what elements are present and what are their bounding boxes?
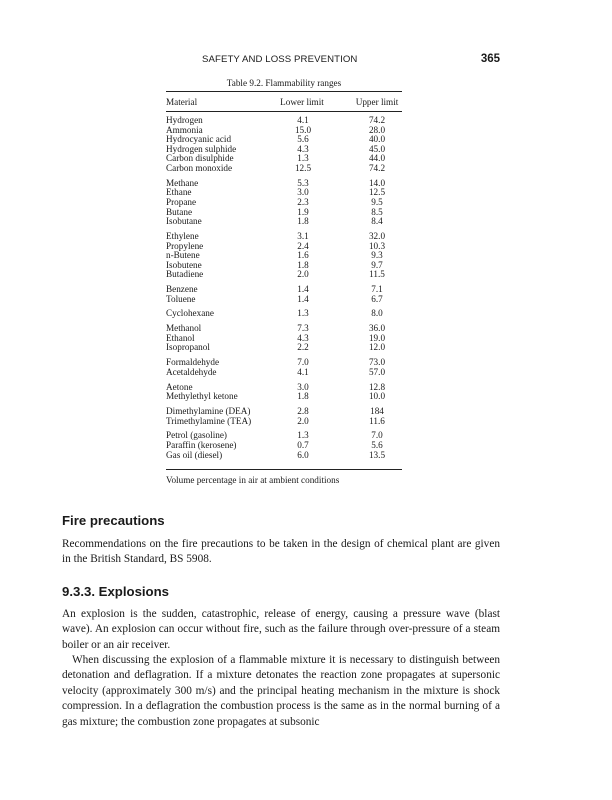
upper-limit-cell: 6.7 bbox=[371, 293, 383, 304]
upper-limit-cell: 12.0 bbox=[368, 342, 386, 353]
material-cell: Hydrogen sulphide bbox=[166, 143, 237, 154]
material-cell: Gas oil (diesel) bbox=[166, 449, 223, 460]
material-cell: Aetone bbox=[166, 381, 193, 392]
upper-limit-cell: 36.0 bbox=[368, 323, 386, 334]
lower-limit-cell: 1.8 bbox=[297, 216, 309, 227]
upper-limit-cell: 12.5 bbox=[368, 187, 386, 198]
table-row-group bbox=[166, 309, 402, 319]
table-row bbox=[166, 309, 402, 319]
table-header-rule bbox=[166, 111, 402, 112]
table-row-group bbox=[166, 179, 402, 227]
upper-limit-cell: 73.0 bbox=[368, 357, 386, 368]
lower-limit-cell: 1.4 bbox=[297, 284, 309, 295]
lower-limit-cell: 2.0 bbox=[297, 415, 309, 426]
material-cell: Methane bbox=[166, 177, 199, 188]
table-row bbox=[166, 285, 402, 295]
material-cell: Propane bbox=[166, 196, 197, 207]
lower-limit-cell: 7.0 bbox=[297, 357, 309, 368]
table-row-group bbox=[166, 431, 402, 460]
material-cell: Trimethylamine (TEA) bbox=[166, 415, 252, 426]
material-cell: Dimethylamine (DEA) bbox=[166, 405, 251, 416]
upper-limit-cell: 10.3 bbox=[368, 240, 386, 251]
material-cell: Propylene bbox=[166, 240, 204, 251]
material-cell: Carbon monoxide bbox=[166, 162, 233, 173]
column-header-lower-limit: Lower limit bbox=[280, 97, 324, 107]
lower-limit-cell: 12.5 bbox=[294, 162, 312, 173]
lower-limit-cell: 15.0 bbox=[294, 124, 312, 135]
column-header-upper-limit: Upper limit bbox=[355, 97, 399, 107]
upper-limit-cell: 8.0 bbox=[371, 308, 383, 319]
upper-limit-cell: 19.0 bbox=[368, 332, 386, 343]
page-number: 365 bbox=[480, 53, 500, 65]
lower-limit-cell: 1.8 bbox=[297, 391, 309, 402]
table-row-group bbox=[166, 324, 402, 353]
material-cell: Butane bbox=[166, 206, 193, 217]
table-row-group bbox=[166, 116, 402, 174]
upper-limit-cell: 9.3 bbox=[371, 250, 383, 261]
table-row bbox=[166, 417, 402, 427]
lower-limit-cell: 2.2 bbox=[297, 342, 309, 353]
lower-limit-cell: 6.0 bbox=[297, 449, 309, 460]
material-cell: Isobutane bbox=[166, 216, 202, 227]
running-title: SAFETY AND LOSS PREVENTION bbox=[202, 54, 358, 65]
material-cell: Carbon disulphide bbox=[166, 153, 234, 164]
lower-limit-cell: 3.1 bbox=[297, 230, 309, 241]
material-cell: Ethanol bbox=[166, 332, 195, 343]
table-row bbox=[166, 188, 402, 198]
lower-limit-cell: 1.4 bbox=[297, 293, 309, 304]
table-row-group bbox=[166, 407, 402, 426]
lower-limit-cell: 4.1 bbox=[297, 366, 309, 377]
upper-limit-cell: 32.0 bbox=[368, 230, 386, 241]
fire-precautions-heading: Fire precautions bbox=[62, 513, 165, 528]
table-row bbox=[166, 217, 402, 227]
lower-limit-cell: 4.3 bbox=[297, 143, 309, 154]
lower-limit-cell: 2.4 bbox=[297, 240, 309, 251]
lower-limit-cell: 0.7 bbox=[297, 439, 309, 450]
lower-limit-cell: 1.3 bbox=[297, 153, 309, 164]
upper-limit-cell: 74.2 bbox=[368, 162, 386, 173]
upper-limit-cell: 57.0 bbox=[368, 366, 386, 377]
upper-limit-cell: 10.0 bbox=[368, 391, 386, 402]
material-cell: Isobutene bbox=[166, 259, 202, 270]
material-cell: Methylethyl ketone bbox=[166, 391, 238, 402]
lower-limit-cell: 1.8 bbox=[297, 259, 309, 270]
upper-limit-cell: 12.8 bbox=[368, 381, 386, 392]
upper-limit-cell: 7.0 bbox=[371, 430, 383, 441]
table-row-group bbox=[166, 383, 402, 402]
table-row-group bbox=[166, 285, 402, 304]
upper-limit-cell: 9.5 bbox=[371, 196, 383, 207]
upper-limit-cell: 8.5 bbox=[371, 206, 383, 217]
material-cell: Ethane bbox=[166, 187, 192, 198]
table-row bbox=[166, 392, 402, 402]
table-row bbox=[166, 451, 402, 461]
flammability-table-body bbox=[166, 116, 402, 465]
table-top-rule bbox=[166, 91, 402, 92]
table-row bbox=[166, 198, 402, 208]
lower-limit-cell: 4.1 bbox=[297, 115, 309, 125]
lower-limit-cell: 7.3 bbox=[297, 323, 309, 334]
table-row bbox=[166, 324, 402, 334]
lower-limit-cell: 5.6 bbox=[297, 134, 309, 145]
fire-precautions-paragraph: Recommendations on the fire precautions to be taken in the design of chemical plant are given in the British Standard, BS 5908. bbox=[62, 538, 500, 566]
lower-limit-cell: 4.3 bbox=[297, 332, 309, 343]
material-cell: Ethylene bbox=[166, 230, 199, 241]
material-cell: Ammonia bbox=[166, 124, 203, 135]
table-row bbox=[166, 343, 402, 353]
lower-limit-cell: 2.3 bbox=[297, 196, 309, 207]
lower-limit-cell: 1.6 bbox=[297, 250, 309, 261]
table-row-group bbox=[166, 232, 402, 280]
upper-limit-cell: 28.0 bbox=[368, 124, 386, 135]
table-row bbox=[166, 368, 402, 378]
material-cell: Isopropanol bbox=[166, 342, 210, 353]
upper-limit-cell: 13.5 bbox=[368, 449, 386, 460]
upper-limit-cell: 40.0 bbox=[368, 134, 386, 145]
lower-limit-cell: 2.0 bbox=[297, 269, 309, 280]
material-cell: Petrol (gasoline) bbox=[166, 430, 227, 441]
upper-limit-cell: 9.7 bbox=[371, 259, 383, 270]
upper-limit-cell: 11.5 bbox=[369, 269, 385, 280]
material-cell: Cyclohexane bbox=[166, 308, 214, 319]
material-cell: Paraffin (kerosene) bbox=[166, 439, 237, 450]
table-bottom-rule bbox=[166, 469, 402, 470]
material-cell: Hydrocyanic acid bbox=[166, 134, 232, 145]
lower-limit-cell: 1.3 bbox=[297, 308, 309, 319]
upper-limit-cell: 44.0 bbox=[368, 153, 386, 164]
upper-limit-cell: 7.1 bbox=[371, 284, 383, 295]
table-caption: Table 9.2. Flammability ranges bbox=[226, 78, 342, 88]
upper-limit-cell: 11.6 bbox=[369, 415, 385, 426]
table-row-group bbox=[166, 358, 402, 377]
material-cell: Formaldehyde bbox=[166, 357, 220, 368]
material-cell: Methanol bbox=[166, 323, 202, 334]
lower-limit-cell: 3.0 bbox=[297, 187, 309, 198]
lower-limit-cell: 1.3 bbox=[297, 430, 309, 441]
material-cell: Hydrogen bbox=[166, 115, 203, 125]
material-cell: Acetaldehyde bbox=[166, 366, 217, 377]
table-row bbox=[166, 295, 402, 305]
lower-limit-cell: 3.0 bbox=[297, 381, 309, 392]
lower-limit-cell: 2.8 bbox=[297, 405, 309, 416]
upper-limit-cell: 8.4 bbox=[371, 216, 383, 227]
material-cell: Benzene bbox=[166, 284, 198, 295]
upper-limit-cell: 45.0 bbox=[368, 143, 386, 154]
upper-limit-cell: 14.0 bbox=[368, 177, 386, 188]
table-row bbox=[166, 242, 402, 252]
upper-limit-cell: 74.2 bbox=[368, 115, 386, 125]
page-header bbox=[62, 54, 500, 70]
explosions-heading: 9.3.3. Explosions bbox=[62, 584, 170, 599]
material-cell: Butadiene bbox=[166, 269, 204, 280]
material-cell: Toluene bbox=[166, 293, 196, 304]
upper-limit-cell: 5.6 bbox=[371, 439, 383, 450]
table-row bbox=[166, 179, 402, 189]
lower-limit-cell: 1.9 bbox=[297, 206, 309, 217]
lower-limit-cell: 5.3 bbox=[297, 177, 309, 188]
column-header-material: Material bbox=[166, 97, 198, 107]
explosions-paragraph-1: An explosion is the sudden, catastrophic, release of energy, causing a pressure wave (blast wave). An explosion can occur without fire, such as the failure through over-pressure of a steam boiler or an air receiver. bbox=[62, 608, 500, 651]
table-note: Volume percentage in air at ambient conditions bbox=[166, 475, 340, 485]
upper-limit-cell: 184 bbox=[370, 405, 384, 416]
table-row bbox=[166, 164, 402, 174]
material-cell: n-Butene bbox=[166, 250, 200, 261]
table-row bbox=[166, 270, 402, 280]
explosions-paragraph-2: When discussing the explosion of a flammable mixture it is necessary to distinguish between detonation and deflagration. If a mixture detonates the reaction zone propagates at supersonic velocity (approximately 300 m/s) and the principal heating mechanism in the mixture is shock compression. In a deflagration the combustion process is the same as in the normal burning of a gas mixture; the combustion zone propagates at subsonic bbox=[62, 654, 500, 728]
